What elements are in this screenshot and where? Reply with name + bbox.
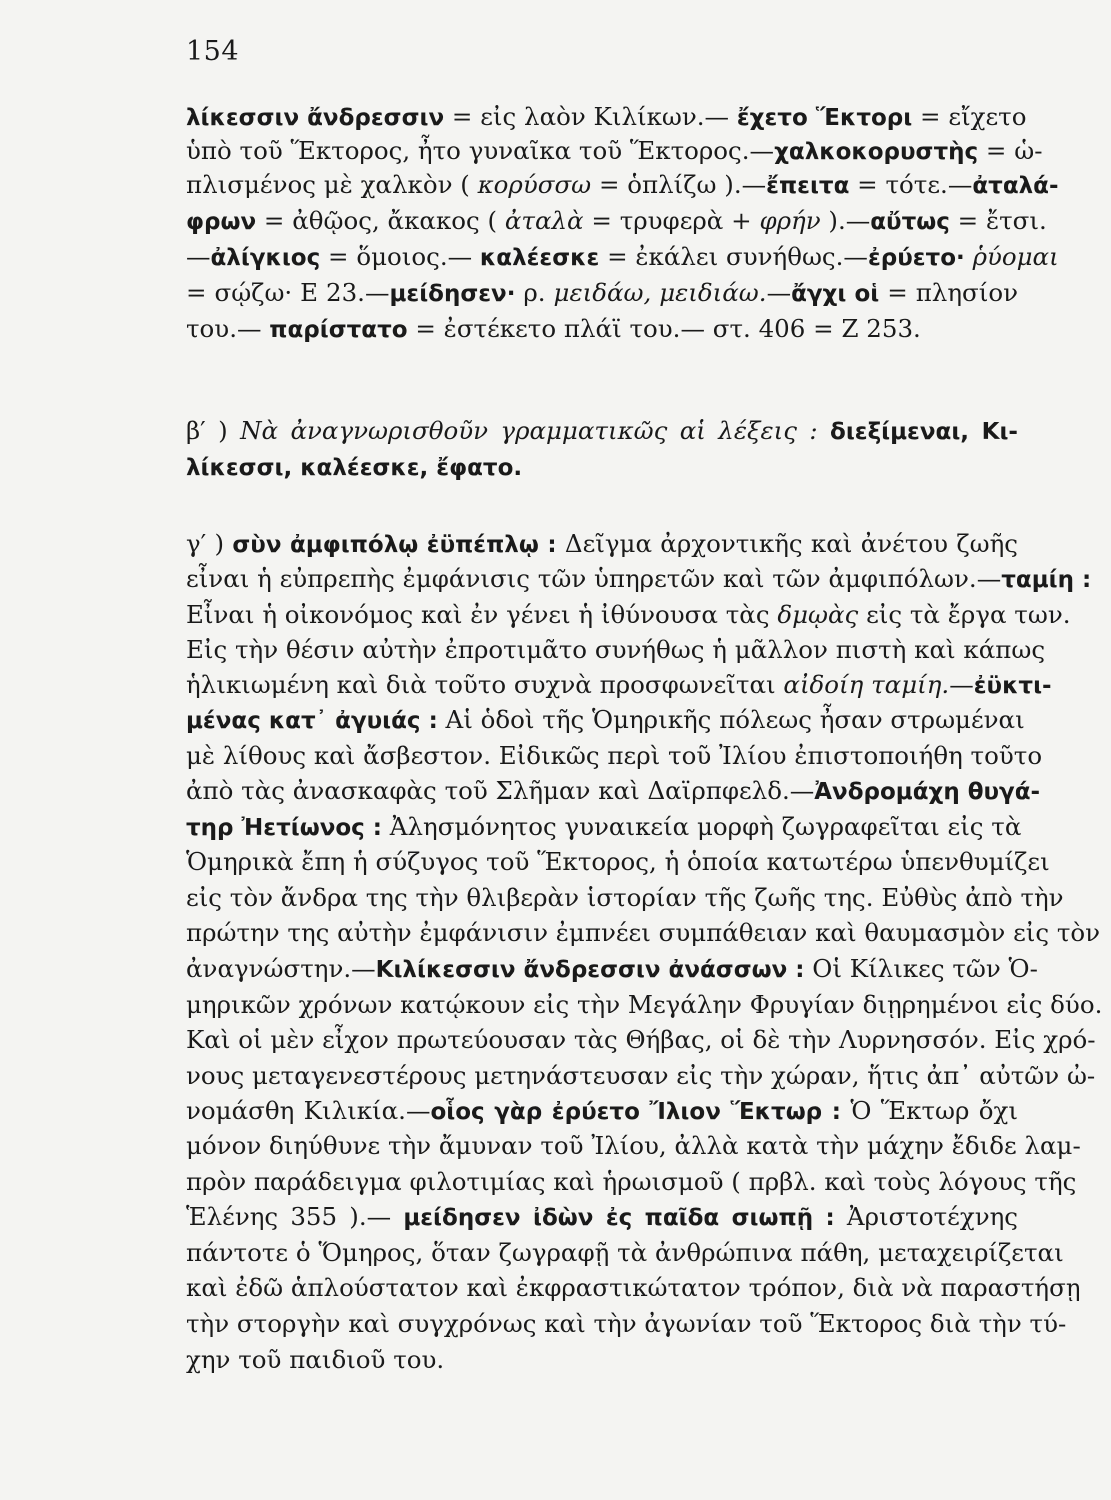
text-line bbox=[186, 204, 1047, 239]
bold-term: σὺν ἀμφιπόλῳ ἐϋπέπλῳ : bbox=[232, 532, 557, 558]
text-line bbox=[186, 1307, 1067, 1341]
italic-text: αἰδοίη ταμίη. bbox=[783, 670, 950, 699]
text-segment: = σῴζω· Ε 23.— bbox=[186, 278, 390, 307]
italic-text: δμῳὰς bbox=[777, 600, 859, 629]
text-line bbox=[186, 845, 1050, 879]
text-segment: μὲ λίθους καὶ ἄσβεστον. Εἰδικῶς περὶ τοῦ Ἰλίου ἐπιστοποιήθη τοῦτο bbox=[186, 741, 1043, 770]
text-segment: = ὡ- bbox=[978, 136, 1043, 165]
text-segment: Καὶ οἱ μὲν εἶχον πρωτεύουσαν τὰς Θήβας, οἱ δὲ τὴν Λυρνησσόν. Εἰς χρό- bbox=[186, 1025, 1096, 1054]
text-segment: Οἱ Κίλικες τῶν Ὁ- bbox=[804, 954, 1038, 983]
text-line bbox=[186, 414, 1018, 449]
bold-term: ἄγχι οἱ bbox=[791, 281, 880, 307]
text-segment: εἰς τὸν ἄνδρα της τὴν θλιβερὰν ἱστορίαν τῆς ζωῆς της. Εὐθὺς ἀπὸ τὴν bbox=[186, 883, 1064, 912]
text-segment: τὴν στοργὴν καὶ συγχρόνως καὶ τὴν ἀγωνίαν τοῦ Ἕκτορος διὰ τὴν τύ- bbox=[186, 1309, 1067, 1338]
text-segment: = ἐστέκετο πλάϊ του.— στ. 406 = Ζ 253. bbox=[407, 314, 921, 343]
bold-term: μείδησεν· bbox=[389, 281, 516, 307]
text-segment: = εἴχετο bbox=[912, 102, 1027, 131]
text-segment: ἀναγνώστην.— bbox=[186, 954, 376, 983]
text-line bbox=[186, 668, 1052, 703]
italic-text: ἀταλὰ bbox=[504, 206, 584, 235]
bold-term: τηρ Ἠετίωνος : bbox=[186, 815, 383, 841]
text-segment: καὶ ἐδῶ ἁπλούστατον καὶ ἐκφραστικώτατον τρόπον, διὰ νὰ παραστήσῃ bbox=[186, 1273, 1081, 1302]
text-segment: γ′ ) bbox=[186, 529, 233, 558]
text-line bbox=[186, 276, 1018, 311]
text-segment: Εἰς τὴν θέσιν αὐτὴν ἐπροτιμᾶτο συνήθως ἡ μᾶλλον πιστὴ καὶ κάπως bbox=[186, 635, 1046, 664]
text-segment: πρὸν παράδειγμα φιλοτιμίας καὶ ἡρωισμοῦ ( πρβλ. καὶ τοὺς λόγους τῆς bbox=[186, 1167, 1077, 1196]
bold-term: μείδησεν ἰδὼν ἐς παῖδα σιωπῇ : bbox=[403, 1205, 835, 1231]
text-line bbox=[186, 1343, 1018, 1377]
italic-text: μειδάω, μειδιάω. bbox=[553, 278, 767, 307]
text-line bbox=[186, 527, 1018, 562]
bold-term: ἐρύετο· bbox=[867, 245, 965, 271]
bold-term: οἷος γὰρ ἐρύετο Ἴλιον Ἕκτωρ : bbox=[430, 1099, 841, 1125]
text-line bbox=[186, 100, 1027, 135]
text-line bbox=[186, 1094, 1018, 1129]
text-segment: = ὁπλίζω ).— bbox=[591, 170, 767, 199]
bold-term: Ἀνδρομάχη θυγά- bbox=[814, 779, 1041, 805]
text-line bbox=[186, 1165, 1077, 1199]
bold-term: αὔτως bbox=[870, 209, 950, 235]
text-line bbox=[186, 1236, 1064, 1270]
text-segment: πάντοτε ὁ Ὅμηρος, ὅταν ζωγραφῇ τὰ ἀνθρώπινα πάθη, μεταχειρίζεται bbox=[186, 1238, 1064, 1267]
italic-text: Νὰ ἀναγνωρισθοῦν γραμματικῶς αἱ λέξεις : bbox=[240, 416, 818, 445]
text-segment: Αἱ ὁδοὶ τῆς Ὁμηρικῆς πόλεως ἦσαν στρωμέναι bbox=[437, 705, 1025, 734]
text-line bbox=[186, 952, 1038, 987]
text-segment: μόνον διηύθυνε τὴν ἄμυναν τοῦ Ἰλίου, ἀλλὰ κατὰ τὴν μάχην ἔδιδε λαμ- bbox=[186, 1131, 1081, 1160]
text-segment: ἡλικιωμένη καὶ διὰ τοῦτο συχνὰ προσφωνεῖται bbox=[186, 670, 784, 699]
text-line bbox=[186, 774, 1041, 809]
text-segment: Ἑλένης 355 ).— bbox=[186, 1202, 404, 1231]
text-segment: = ἔτσι. bbox=[949, 206, 1047, 235]
text-line bbox=[186, 562, 1092, 597]
text-line bbox=[186, 988, 1103, 1022]
text-line bbox=[186, 168, 1059, 203]
text-line bbox=[186, 450, 1018, 485]
text-line bbox=[186, 312, 1018, 347]
text-segment: εἰς τὰ ἔργα των. bbox=[858, 600, 1071, 629]
text-segment: = εἰς λαὸν Κιλίκων.— bbox=[444, 102, 737, 131]
bold-term: Κιλίκεσσιν ἄνδρεσσιν ἀνάσσων : bbox=[375, 957, 805, 983]
text-segment: Ὁμηρικὰ ἔπη ἡ σύζυγος τοῦ Ἕκτορος, ἡ ὁποία κατωτέρω ὑπενθυμίζει bbox=[186, 847, 1050, 876]
text-segment: ἀπὸ τὰς ἀνασκαφὰς τοῦ Σλῆμαν καὶ Δαϊρπφελδ.— bbox=[186, 776, 815, 805]
text-segment: χην τοῦ παιδιοῦ του. bbox=[186, 1345, 445, 1374]
text-segment: νους μεταγενεστέρους μετηνάστευσαν εἰς τὴν χώραν, ἥτις ἀπ᾽ αὐτῶν ὠ- bbox=[186, 1061, 1096, 1090]
bold-term: λίκεσσιν ἄνδρεσσιν bbox=[186, 105, 445, 131]
bold-term: λίκεσσι, καλέεσκε, ἔφατο. bbox=[186, 455, 523, 481]
italic-text: κορύσσω bbox=[477, 170, 592, 199]
text-segment bbox=[818, 416, 830, 445]
text-segment: — bbox=[186, 242, 211, 271]
text-line bbox=[186, 1059, 1096, 1093]
bold-term: ταμίη : bbox=[1001, 567, 1092, 593]
text-segment: Ἀριστοτέχνης bbox=[834, 1202, 1018, 1231]
text-segment: = ὅμοιος.— bbox=[320, 242, 480, 271]
text-segment: του.— bbox=[186, 314, 270, 343]
bold-term: μένας κατ᾽ ἀγυιάς : bbox=[186, 708, 438, 734]
text-segment: = πλησίον bbox=[879, 278, 1018, 307]
text-segment: Ἀλησμόνητος γυναικεία μορφὴ ζωγραφεῖται εἰς τὰ bbox=[382, 812, 1022, 841]
text-line bbox=[186, 1023, 1096, 1057]
text-line bbox=[186, 1200, 1018, 1235]
text-line bbox=[186, 240, 1059, 275]
bold-term: ἀταλά- bbox=[972, 173, 1059, 199]
text-segment: πλισμένος μὲ χαλκὸν ( bbox=[186, 170, 478, 199]
text-segment bbox=[965, 242, 973, 271]
text-segment: — bbox=[766, 278, 792, 307]
text-line bbox=[186, 739, 1043, 773]
italic-text: φρήν bbox=[759, 206, 821, 235]
text-segment: νομάσθη Κιλικία.— bbox=[186, 1096, 431, 1125]
bold-term: ἀλίγκιος bbox=[210, 245, 321, 271]
text-segment: β′ ) bbox=[186, 416, 241, 445]
text-segment: πρώτην της αὐτὴν ἐμφάνισιν ἐμπνέει συμπάθειαν καὶ θαυμασμὸν εἰς τὸν bbox=[186, 918, 1101, 947]
text-segment: ρ. bbox=[515, 278, 554, 307]
text-segment: — bbox=[949, 670, 974, 699]
text-segment: Εἶναι ἡ οἰκονόμος καὶ ἐν γένει ἡ ἰθύνουσα τὰς bbox=[186, 600, 778, 629]
bold-term: ἔχετο Ἕκτορι bbox=[736, 105, 913, 131]
text-line bbox=[186, 633, 1046, 667]
bold-term: χαλκοκορυστὴς bbox=[774, 139, 979, 165]
italic-text: ῥύομαι bbox=[972, 242, 1059, 271]
text-segment: ὑπὸ τοῦ Ἕκτορος, ἦτο γυναῖκα τοῦ Ἕκτορος.— bbox=[186, 136, 775, 165]
text-segment: ).— bbox=[820, 206, 871, 235]
text-segment: μηρικῶν χρόνων κατῴκουν εἰς τὴν Μεγάλην Φρυγίαν διῃρημένοι εἰς δύο. bbox=[186, 990, 1103, 1019]
bold-term: ἐϋκτι- bbox=[973, 673, 1052, 699]
text-line bbox=[186, 881, 1064, 915]
text-segment: Ὁ Ἕκτωρ ὄχι bbox=[840, 1096, 1018, 1125]
text-segment: = ἀθῷος, ἄκακος ( bbox=[256, 206, 505, 235]
page-number: 154 bbox=[186, 36, 240, 67]
text-line bbox=[186, 598, 1071, 632]
text-segment: = τότε.— bbox=[849, 170, 973, 199]
bold-term: διεξίμεναι, Κι- bbox=[830, 419, 1018, 445]
text-line bbox=[186, 916, 1101, 950]
bold-term: φρων bbox=[186, 209, 257, 235]
text-line bbox=[186, 703, 1025, 738]
text-segment: = τρυφερὰ + bbox=[583, 206, 760, 235]
text-segment: = ἐκάλει συνήθως.— bbox=[599, 242, 868, 271]
text-line bbox=[186, 810, 1022, 845]
bold-term: ἔπειτα bbox=[766, 173, 850, 199]
text-line bbox=[186, 1271, 1081, 1305]
text-segment: Δεῖγμα ἀρχοντικῆς καὶ ἀνέτου ζωῆς bbox=[556, 529, 1018, 558]
bold-term: καλέεσκε bbox=[479, 245, 600, 271]
text-segment: εἶναι ἡ εὐπρεπὴς ἐμφάνισις τῶν ὑπηρετῶν καὶ τῶν ἀμφιπόλων.— bbox=[186, 564, 1002, 593]
bold-term: παρίστατο bbox=[269, 317, 408, 343]
text-line bbox=[186, 1129, 1081, 1163]
text-line bbox=[186, 134, 1043, 169]
